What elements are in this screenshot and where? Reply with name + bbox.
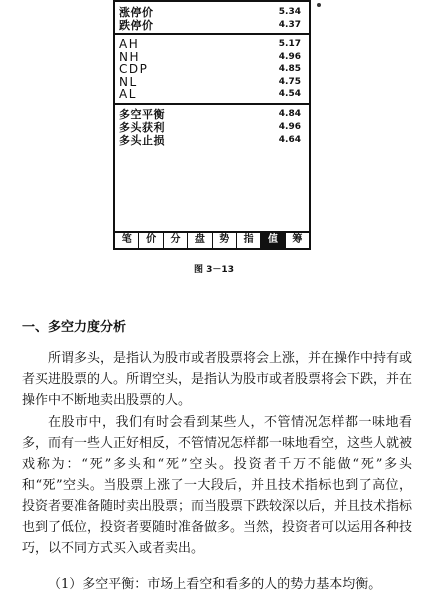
- scan-dot: [317, 3, 321, 7]
- indicator-row-nl: [119, 76, 305, 89]
- tab-value[interactable]: 值: [261, 233, 285, 248]
- tab-index[interactable]: 指: [237, 233, 261, 248]
- indicator-label-ah: AH: [119, 37, 140, 52]
- indicator-label-nh: NH: [119, 49, 140, 64]
- long-short-group: [115, 105, 309, 149]
- long-stop-value: 4.64: [278, 135, 301, 145]
- figure-caption: 图 3－13: [194, 265, 234, 275]
- tab-trend[interactable]: 势: [213, 233, 237, 248]
- section-heading: 一、多空力度分析: [22, 320, 127, 335]
- indicator-value-cdp: 4.85: [278, 64, 301, 75]
- paragraph-balance: （1）多空平衡：市场上看空和看多的人的势力基本均衡。: [48, 577, 382, 592]
- indicator-label-al: AL: [119, 87, 137, 102]
- long-profit-label: 多头获利: [119, 121, 165, 134]
- tab-chips[interactable]: 筹: [292, 234, 303, 245]
- long-stop-label: 多头止损: [119, 134, 165, 147]
- indicator-row-nh: [119, 51, 305, 64]
- indicator-row-cdp: [119, 63, 305, 76]
- balance-value: 4.84: [278, 109, 301, 119]
- tab-minute[interactable]: 分: [164, 233, 188, 248]
- limit-down-row: [119, 18, 305, 31]
- indicator-value-al: 4.54: [278, 89, 301, 100]
- balance-label: 多空平衡: [119, 108, 165, 121]
- limit-up-value: 5.34: [278, 6, 301, 17]
- tab-price[interactable]: 价: [139, 233, 163, 248]
- panel-tab-bar: [115, 231, 309, 248]
- indicator-value-nh: 4.96: [278, 51, 301, 62]
- tab-trades[interactable]: 笔: [115, 233, 139, 248]
- indicator-label-nl: NL: [119, 74, 138, 89]
- limit-down-value: 4.37: [278, 19, 301, 30]
- long-profit-value: 4.96: [278, 122, 301, 132]
- price-limit-group: [115, 2, 309, 35]
- indicator-value-ah: 5.17: [278, 39, 301, 50]
- tab-orderbook[interactable]: 盘: [188, 233, 212, 248]
- paragraph-dead-bulls: 在股市中，我们有时会看到某些人，不管情况怎样都一味地看多，而有一些人正好相反，不管情况怎样都一味地看空，这些人就被戏称为：“死”多头和“死”空头。投资者千万不能做“死”多头和“死”空头。当股票上涨了一大段后，并且技术指标也到了高位，投资者要准备随时卖出股票；而当股票下跌较深以后，并且技术指标也到了低位，投资者要随时准备做多。当然，投资者可以运用各种技巧，以不同方式买入或者卖出。: [22, 415, 413, 556]
- indicator-label-cdp: CDP: [119, 62, 149, 77]
- limit-down-label: 跌停价: [119, 18, 154, 32]
- indicator-row-al: [119, 88, 305, 101]
- stock-quote-panel: [113, 0, 311, 250]
- long-stop-row: [119, 134, 305, 147]
- cdp-indicator-group: [115, 35, 309, 105]
- limit-up-label: 涨停价: [119, 5, 154, 19]
- indicator-row-ah: [119, 38, 305, 51]
- paragraph-definition: 所谓多头，是指认为股市或者股票将会上涨，并在操作中持有或者买进股票的人。所谓空头，是指认为股市或者股票将会下跌，并在操作中不断地卖出股票的人。: [22, 351, 413, 408]
- indicator-value-nl: 4.75: [278, 76, 301, 87]
